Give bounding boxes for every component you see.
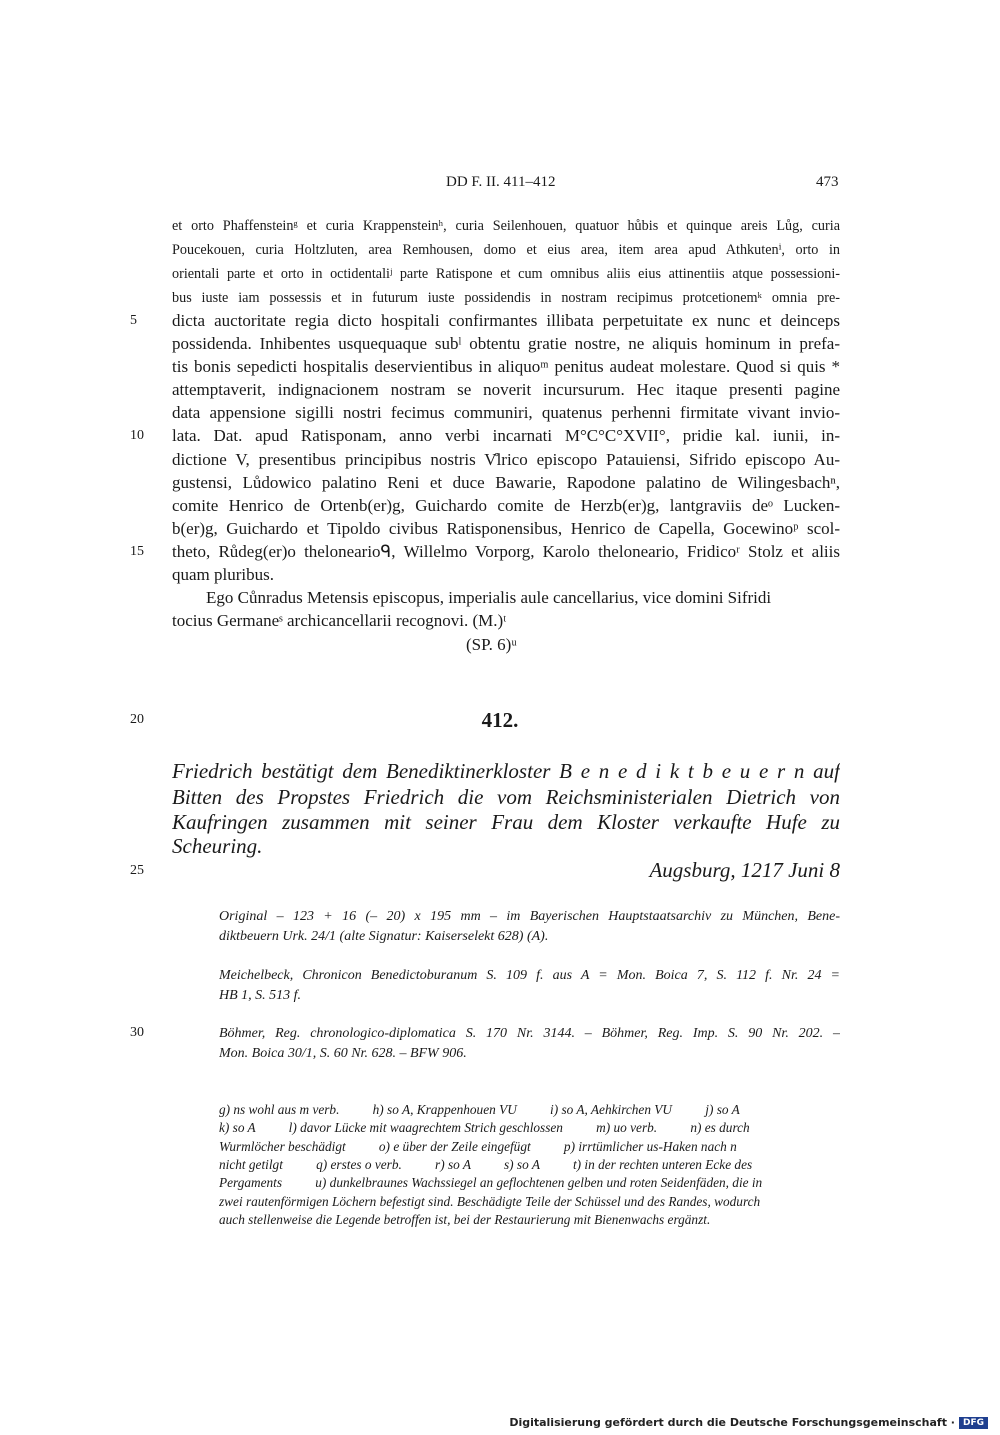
regest-line: Bitten des Propstes Friedrich die vom Reichsministerialen Dietrich von [172,785,840,809]
running-title: DD F. II. 411–412 [446,174,556,190]
regest-line: Friedrich bestätigt dem Benediktinerkloster B e n e d i k t b e u e r n auf [172,759,840,783]
note-line: Mon. Boica 30/1, S. 60 Nr. 628. – BFW 906. [219,1046,467,1061]
note-line: HB 1, S. 513 f. [219,988,302,1003]
footnote-line: nicht getilgt q) erstes o verb. r) so A s) so A t) in der rechten unteren Ecke des [219,1157,753,1172]
footnote-line: auch stellenweise die Legende betroffen ist, bei der Restaurierung mit Bienenwachs ergänzt. [219,1212,711,1227]
body-line: data appensione sigilli nostri fecimus communiri, quatenus perhenni firmitate vivant invio- [172,403,840,422]
funding-text: Digitalisierung gefördert durch die Deutsche Forschungsgemeinschaft · [509,1416,955,1429]
dating-line: Augsburg, 1217 Juni 8 [649,858,840,882]
line-number: 15 [130,544,144,559]
line-number: 25 [130,863,144,878]
funding-footer [509,1416,988,1429]
body-line: b(er)g, Guichardo et Tipoldo civibus Ratisponensibus, Henrico de Capella, Gocewinoᵖ scol- [172,519,840,538]
footnote-line: k) so A l) davor Lücke mit waagrechtem Strich geschlossen m) uo verb. n) es durch [219,1120,750,1135]
note-line: Original – 123 + 16 (– 20) x 195 mm – im Bayerischen Hauptstaatsarchiv zu München, Bene- [219,909,840,924]
note-line: Meichelbeck, Chronicon Benedictoburanum S. 109 f. aus A = Mon. Boica 7, S. 112 f. Nr. 24 = [219,968,840,983]
seal-mark: (SP. 6)ᵘ [466,635,517,654]
body-line: theto, Růdeg(er)o thelonearioᑫ, Willelmo Vorporg, Karolo theloneario, Fridicoʳ Stolz et aliis [172,542,840,561]
body-line: dicta auctoritate regia dicto hospitali confirmantes illibata perpetuitate ex nunc et deinceps [172,311,840,330]
line-number: 20 [130,712,144,727]
footnote-line: Wurmlöcher beschädigt o) e über der Zeile eingefügt p) irrtümlicher us-Haken nach n [219,1139,737,1154]
body-line: quam pluribus. [172,565,274,584]
body-line: et orto Phaffensteinᵍ et curia Krappensteinʰ, curia Seilenhouen, quatuor hůbis et quinque areis Lůg, curia [172,218,840,234]
line-number: 5 [130,313,137,328]
body-line: tis bonis sepedicti hospitalis deservientibus in aliquoᵐ penitus audeat molestare. Quod si quis * [172,357,840,376]
body-line: gustensi, Lůdowico palatino Reni et duce Bawarie, Rapodone palatino de Wilingesbachⁿ, [172,473,840,492]
footnote-line: zwei rautenförmigen Löchern befestigt sind. Beschädigte Teile der Schüssel und des Randes, wodurch [219,1194,761,1209]
line-number: 30 [130,1025,144,1040]
body-line: orientali parte et orto in octidentaliʲ parte Ratispone et cum omnibus aliis eius attinentiis atque possessioni- [172,266,840,282]
note-line: Böhmer, Reg. chronologico-diplomatica S. 170 Nr. 3144. – Böhmer, Reg. Imp. S. 90 Nr. 202. – [219,1026,840,1041]
footnote-line: Pergaments u) dunkelbraunes Wachssiegel an geflochtenen gelben und roten Seidenfäden, die in [219,1175,763,1190]
page-number: 473 [816,174,839,190]
dfg-logo: DFG [959,1417,988,1429]
body-line: bus iuste iam possessis et in futurum iuste possidendis in nostram recipimus protcetionemᵏ omnia pre- [172,290,840,306]
body-line: lata. Dat. apud Ratisponam, anno verbi incarnati M°C°C°XVII°, pridie kal. iunii, in- [172,426,840,445]
body-line: attemptaverit, indignacionem nostram se noverit incursurum. Hec itaque presenti pagine [172,380,840,399]
regest-line: Kaufringen zusammen mit seiner Frau dem Kloster verkaufte Hufe zu [172,810,840,834]
signature-line: tocius Germaneˢ archicancellarii recognovi. (M.)ᵗ [172,611,507,630]
regest-line: Scheuring. [172,834,263,858]
note-line: diktbeuern Urk. 24/1 (alte Signatur: Kaiserselekt 628) (A). [219,929,549,944]
body-line: possidenda. Inhibentes usquequaque subˡ obtentu gratie nostre, ne aliquis hominum in prefa- [172,334,840,353]
body-line: Poucekouen, curia Holtzluten, area Remhousen, domo et eius area, item area apud Athkutenⁱ, orto in [172,242,840,258]
document-number: 412. [481,708,519,732]
footnote-line: g) ns wohl aus m verb. h) so A, Krappenhouen VU i) so A, Aehkirchen VU j) so A [219,1102,740,1117]
line-number: 10 [130,428,144,443]
body-line: dictione V, presentibus principibus nostris V̊lrico episcopo Patauiensi, Sifrido episcopo Au- [172,450,840,469]
body-line: comite Henrico de Ortenb(er)g, Guichardo comite de Herzb(er)g, lantgraviis deᵒ Lucken- [172,496,840,515]
signature-line: Ego Cůnradus Metensis episcopus, imperialis aule cancellarius, vice domini Sifridi [172,588,772,607]
